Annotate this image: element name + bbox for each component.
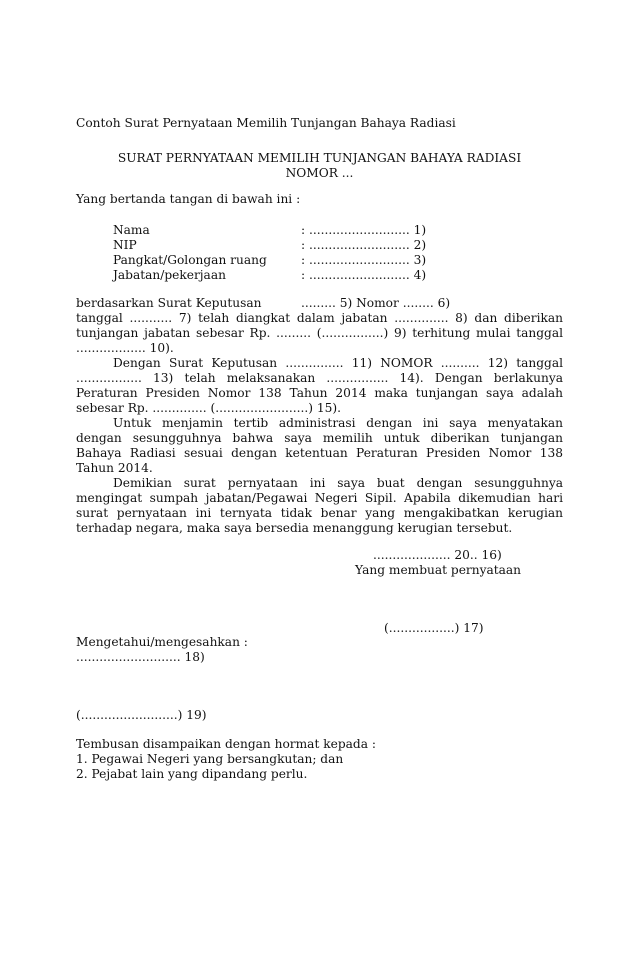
paragraph-4-line: surat pernyataan ini ternyata tidak benar yang mengakibatkan kerugian	[76, 506, 563, 520]
acknowledge-label: Mengetahui/mengesahkan :	[76, 635, 248, 649]
paragraph-1-line: ......... 5) Nomor ........ 6)	[301, 296, 451, 310]
paragraph-2-line: ................. 13) telah melaksanakan ................ 14). Dengan berlakunya	[76, 371, 563, 385]
paragraph-4-line: mengingat sumpah jabatan/Pegawai Negeri Sipil. Apabila dikemudian hari	[76, 491, 563, 505]
acknowledge-line: ........................... 18)	[76, 650, 205, 664]
field-value: : .......................... 4)	[301, 268, 427, 282]
letter-number: NOMOR ...	[285, 166, 354, 180]
field-label: NIP	[113, 238, 137, 252]
field-value: : .......................... 2)	[301, 238, 427, 252]
cc-intro: Tembusan disampaikan dengan hormat kepada :	[76, 737, 376, 751]
signer-label: Yang membuat pernyataan	[355, 563, 522, 577]
document-heading: Contoh Surat Pernyataan Memilih Tunjangan Bahaya Radiasi	[76, 116, 456, 130]
paragraph-4-line: Demikian surat pernyataan ini saya buat dengan sesungguhnya	[113, 476, 563, 490]
signer-name: (.................) 17)	[384, 621, 484, 635]
field-row-nama	[113, 223, 533, 238]
paragraph-3-line: Untuk menjamin tertib administrasi dengan ini saya menyatakan	[113, 416, 563, 430]
field-row-jabatan	[113, 268, 533, 283]
date-line: .................... 20.. 16)	[373, 548, 502, 562]
paragraph-2-line: Dengan Surat Keputusan ............... 11) NOMOR .......... 12) tanggal	[113, 356, 563, 370]
intro-text: Yang bertanda tangan di bawah ini :	[76, 192, 301, 206]
cc-item: 2. Pejabat lain yang dipandang perlu.	[76, 767, 308, 781]
paragraph-2-line: sebesar Rp. .............. (........................) 15).	[76, 401, 342, 415]
field-label: Pangkat/Golongan ruang	[113, 253, 267, 267]
letter-title: SURAT PERNYATAAN MEMILIH TUNJANGAN BAHAYA RADIASI	[117, 151, 522, 165]
paragraph-3-line: Tahun 2014.	[76, 461, 153, 475]
field-label: Nama	[113, 223, 150, 237]
paragraph-2-line: Peraturan Presiden Nomor 138 Tahun 2014 maka tunjangan saya adalah	[76, 386, 563, 400]
field-value: : .......................... 3)	[301, 253, 427, 267]
paragraph-1-line: tunjangan jabatan sebesar Rp. ......... (................) 9) terhitung mulai tanggal	[76, 326, 563, 340]
paragraph-1-line: .................. 10).	[76, 341, 174, 355]
field-label: Jabatan/pekerjaan	[113, 268, 226, 282]
paragraph-4-line: terhadap negara, maka saya bersedia menanggung kerugian tersebut.	[76, 521, 513, 535]
paragraph-3-line: Bahaya Radiasi sesuai dengan ketentuan Peraturan Presiden Nomor 138	[76, 446, 563, 460]
paragraph-1-line: berdasarkan Surat Keputusan	[76, 296, 262, 310]
paragraph-3-line: dengan sesungguhnya bahwa saya memilih untuk diberikan tunjangan	[76, 431, 563, 445]
paragraph-1-line: tanggal ........... 7) telah diangkat dalam jabatan .............. 8) dan diberikan	[76, 311, 563, 325]
cc-item: 1. Pegawai Negeri yang bersangkutan; dan	[76, 752, 344, 766]
field-value: : .......................... 1)	[301, 223, 427, 237]
approver-name: (.........................) 19)	[76, 708, 207, 722]
field-row-nip	[113, 238, 533, 253]
field-row-pangkat	[113, 253, 533, 268]
